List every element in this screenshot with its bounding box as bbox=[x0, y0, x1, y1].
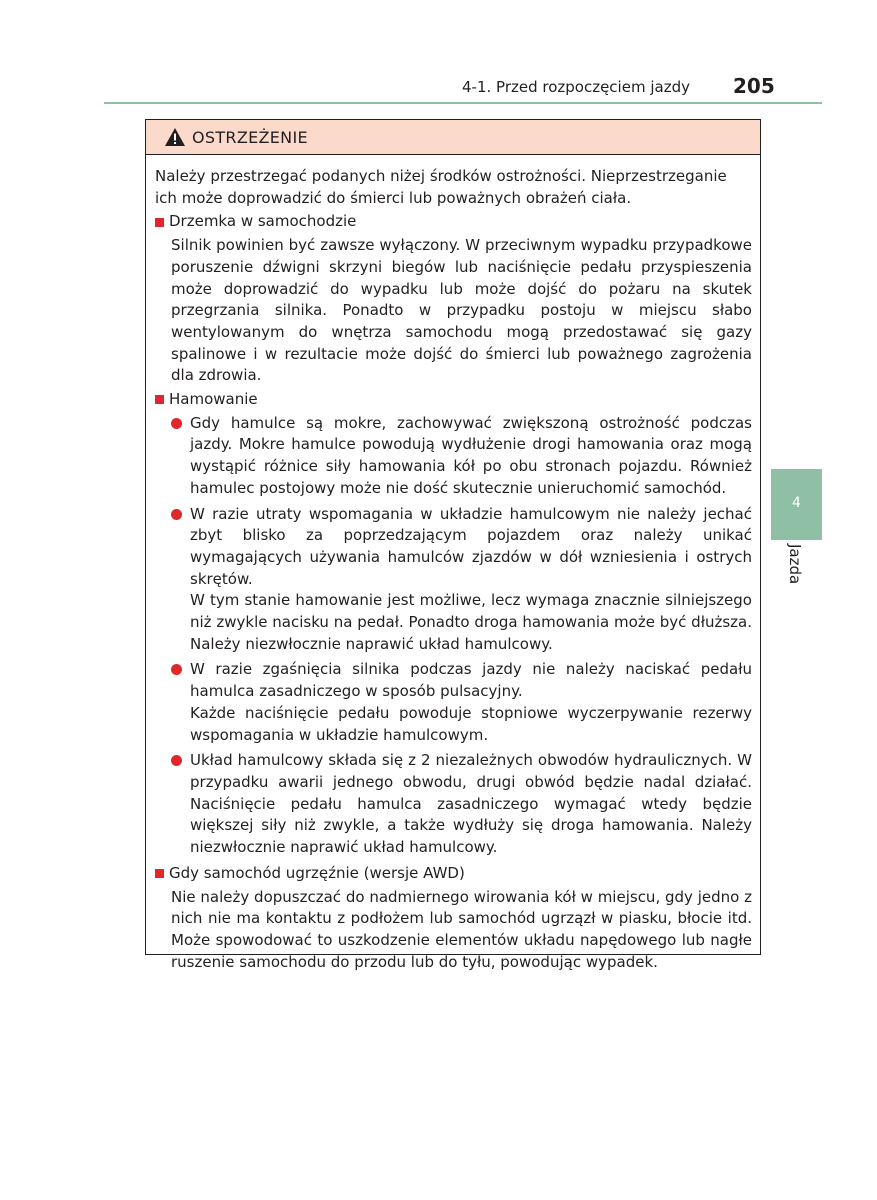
section-heading bbox=[155, 211, 752, 233]
page-number: 205 bbox=[733, 74, 775, 98]
section-heading bbox=[155, 863, 752, 885]
warning-box bbox=[145, 119, 761, 971]
warning-header bbox=[146, 120, 760, 155]
bullet-text: W razie zgaśnięcia silnika podczas jazdy nie należy naciskać pedału hamulca zasadniczego w sposób pulsacyjny. bbox=[190, 660, 752, 701]
chapter-number: 4 bbox=[792, 495, 801, 511]
red-square-icon bbox=[155, 218, 164, 227]
list-item bbox=[155, 750, 752, 859]
bullet-text: Gdy hamulce są mokre, zachowywać zwiększoną ostrożność podczas jazdy. Mokre hamulce powodują wydłużenie drogi hamowania oraz mogą wystąpić różnice siły hamowania kół po obu stronach pojazdu. Również hamulec postojowy może nie dość skutecznie unieruchomić samochód. bbox=[190, 413, 752, 497]
section-heading bbox=[155, 389, 752, 411]
chapter-tab bbox=[771, 469, 822, 540]
bullet-text: W razie utraty wspomagania w układzie hamulcowym nie należy jechać zbyt blisko za poprzedzającym pojazdem oraz należy unikać wymagających używania hamulców zjazdów w dół wzniesienia i ostrych skrętów. bbox=[190, 504, 752, 588]
red-bullet-icon bbox=[171, 509, 182, 520]
section-title: Gdy samochód ugrzęźnie (wersje AWD) bbox=[169, 863, 465, 882]
red-square-icon bbox=[155, 395, 164, 404]
running-header-section: 4-1. Przed rozpoczęciem jazdy bbox=[462, 78, 690, 96]
bullet-list bbox=[155, 413, 752, 859]
list-item bbox=[155, 504, 752, 656]
section-paragraph: Silnik powinien być zawsze wyłączony. W przeciwnym wypadku przypadkowe poruszenie dźwigni skrzyni biegów lub naciśnięcie pedału przyspieszenia może doprowadzić do wypadku lub może dojść do pożaru na skutek przegrzania silnika. Ponadto w przypadku postoju w miejscu słabo wentylowanym do wnętrza samochodu mogą przedostawać się gazy spalinowe i w rezultacie może dojść do śmierci lub poważnego zagrożenia dla zdrowia. bbox=[171, 236, 752, 385]
bullet-text: Każde naciśnięcie pedału powoduje stopniowe wyczerpywanie rezerwy wspomagania w układzie hamulcowym. bbox=[190, 703, 752, 744]
warning-intro: Należy przestrzegać podanych niżej środków ostrożności. Nieprzestrzeganie ich może doprowadzić do śmierci lub poważnych obrażeń ciała. bbox=[155, 167, 727, 207]
warning-triangle-icon bbox=[164, 127, 186, 147]
red-square-icon bbox=[155, 869, 164, 878]
chapter-label: Jazda bbox=[786, 544, 804, 585]
section-title: Drzemka w samochodzie bbox=[169, 212, 357, 231]
bullet-text: Układ hamulcowy składa się z 2 niezależnych obwodów hydraulicznych. W przypadku awarii jednego obwodu, drugi obwód będzie nadal działać. Naciśnięcie pedału hamulca zasadniczego wymagać wtedy będzie większej siły niż zwykle, a także wydłuży się droga hamowania. Należy niezwłocznie naprawić układ hamulcowy. bbox=[190, 751, 752, 857]
list-item bbox=[155, 659, 752, 746]
section-paragraph: Nie należy dopuszczać do nadmiernego wirowania kół w miejscu, gdy jedno z nich nie ma kontaktu z podłożem lub samochód ugrzązł w piasku, błocie itd. Może spowodować to uszkodzenie elementów układu napędowego lub nagłe ruszenie samochodu do przodu lub do tyłu, powodując wypadek. bbox=[171, 887, 752, 971]
warning-content bbox=[155, 166, 752, 973]
red-bullet-icon bbox=[171, 418, 182, 429]
list-item bbox=[155, 413, 752, 500]
bullet-text: W tym stanie hamowanie jest możliwe, lecz wymaga znacznie silniejszego niż zwykle nacisku na pedał. Ponadto droga hamowania może być dłuższa. Należy niezwłocznie naprawić układ hamulcowy. bbox=[190, 591, 752, 653]
warning-title: OSTRZEŻENIE bbox=[192, 127, 308, 147]
header-divider bbox=[104, 102, 822, 104]
red-bullet-icon bbox=[171, 755, 182, 766]
section-title: Hamowanie bbox=[169, 390, 258, 409]
red-bullet-icon bbox=[171, 664, 182, 675]
